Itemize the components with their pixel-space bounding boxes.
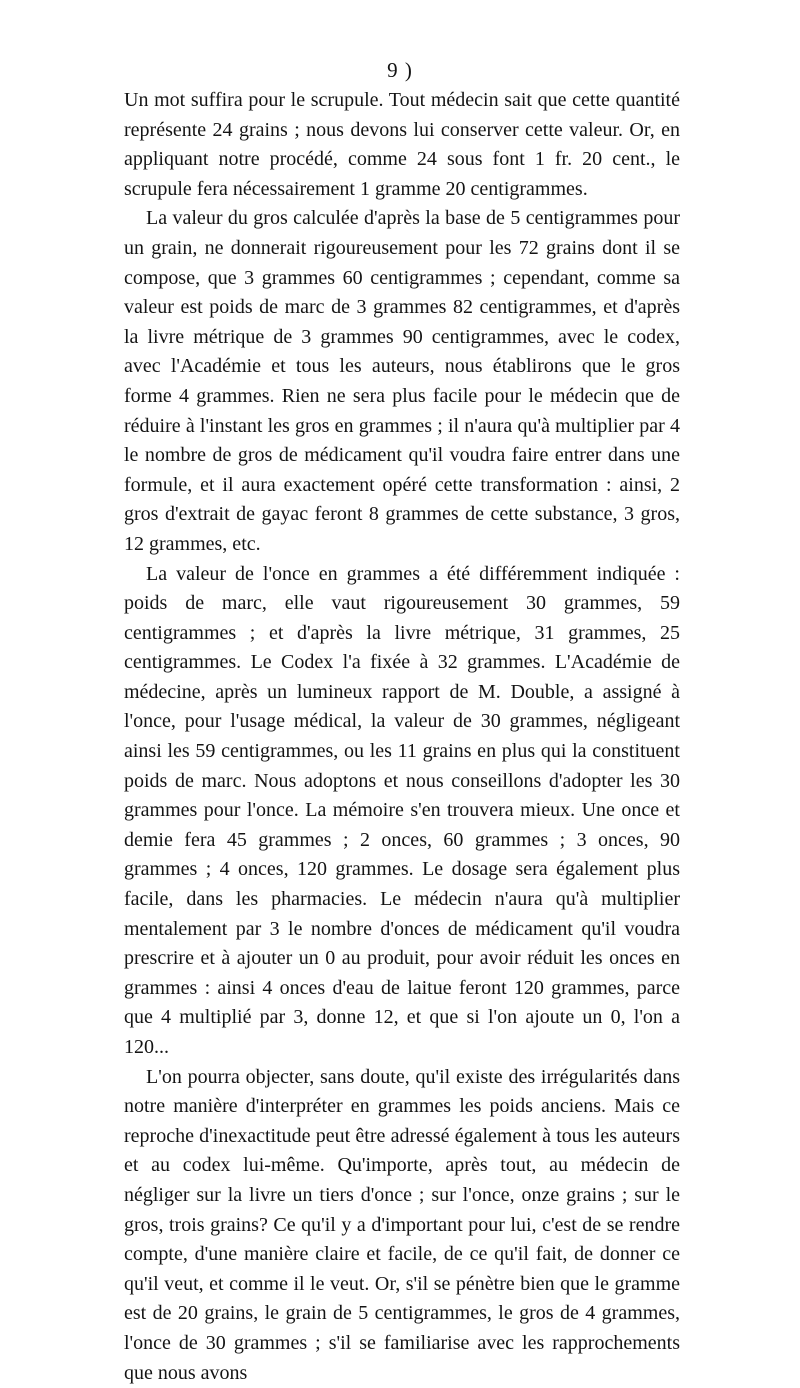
- body-text: [124, 86, 680, 1388]
- paragraph-objection: L'on pourra objecter, sans doute, qu'il existe des irrégularités dans notre manière d'interpréter en grammes les poids anciens. Mais ce reproche d'inexactitude peut être adressé également à tous les auteurs et au codex lui-même. Qu'importe, après tout, au médecin de négliger sur la livre un tiers d'once ; sur l'once, onze grains ; sur le gros, trois grains? Ce qu'il y a d'important pour lui, c'est de se rendre compte, d'une manière claire et facile, de ce qu'il fait, de donner ce qu'il veut, et comme il le veut. Or, s'il se pénètre bien que le gramme est de 20 grains, le grain de 5 centigrammes, le gros de 4 grammes, l'once de 30 grammes ; s'il se familiarise avec les rapprochements que nous avons: [124, 1065, 680, 1384]
- page-number: 9 ): [387, 58, 413, 82]
- paragraph-once: La valeur de l'once en grammes a été différemment indiquée : poids de marc, elle vaut rigoureusement 30 grammes, 59 centigrammes ; et d'après la livre métrique, 31 grammes, 25 centigrammes. Le Codex l'a fixée à 32 grammes. L'Académie de médecine, après un lumineux rapport de M. Double, a assigné à l'once, pour l'usage médical, la valeur de 30 grammes, négligeant ainsi les 59 centigrammes, ou les 11 grains en plus qui la constituent poids de marc. Nous adoptons et nous conseillons d'adopter les 30 grammes pour l'once. La mémoire s'en trouvera mieux. Une once et demie fera 45 grammes ; 2 onces, 60 grammes ; 3 onces, 90 grammes ; 4 onces, 120 grammes. Le dosage sera également plus facile, dans les pharmacies. Le médecin n'aura qu'à multiplier mentalement par 3 le nombre d'onces de médicament qu'il voudra prescrire et à ajouter un 0 au produit, pour avoir réduit les onces en grammes : ainsi 4 onces d'eau de laitue feront 120 grammes, parce que 4 multiplié par 3, donne 12, et que si l'on ajoute un 0, l'on a 120...: [124, 562, 680, 1058]
- paragraph-gros: La valeur du gros calculée d'après la base de 5 centigrammes pour un grain, ne donnerait rigoureusement pour les 72 grains dont il se compose, que 3 grammes 60 centigrammes ; cependant, comme sa valeur est poids de marc de 3 grammes 82 centigrammes, et d'après la livre métrique de 3 grammes 90 centigrammes, avec le codex, avec l'Académie et tous les auteurs, nous établirons que le gros forme 4 grammes. Rien ne sera plus facile pour le médecin que de réduire à l'instant les gros en grammes ; il n'aura qu'à multiplier par 4 le nombre de gros de médicament qu'il voudra faire entrer dans une formule, et il aura exactement opéré cette transformation : ainsi, 2 gros d'extrait de gayac feront 8 grammes de cette substance, 3 gros, 12 grammes, etc.: [124, 207, 680, 555]
- paragraph-scrupule: Un mot suffira pour le scrupule. Tout médecin sait que cette quantité représente 24 grains ; nous devons lui conserver cette valeur. Or, en appliquant notre procédé, comme 24 sous font 1 fr. 20 cent., le scrupule fera nécessairement 1 gramme 20 centigrammes.: [124, 89, 680, 200]
